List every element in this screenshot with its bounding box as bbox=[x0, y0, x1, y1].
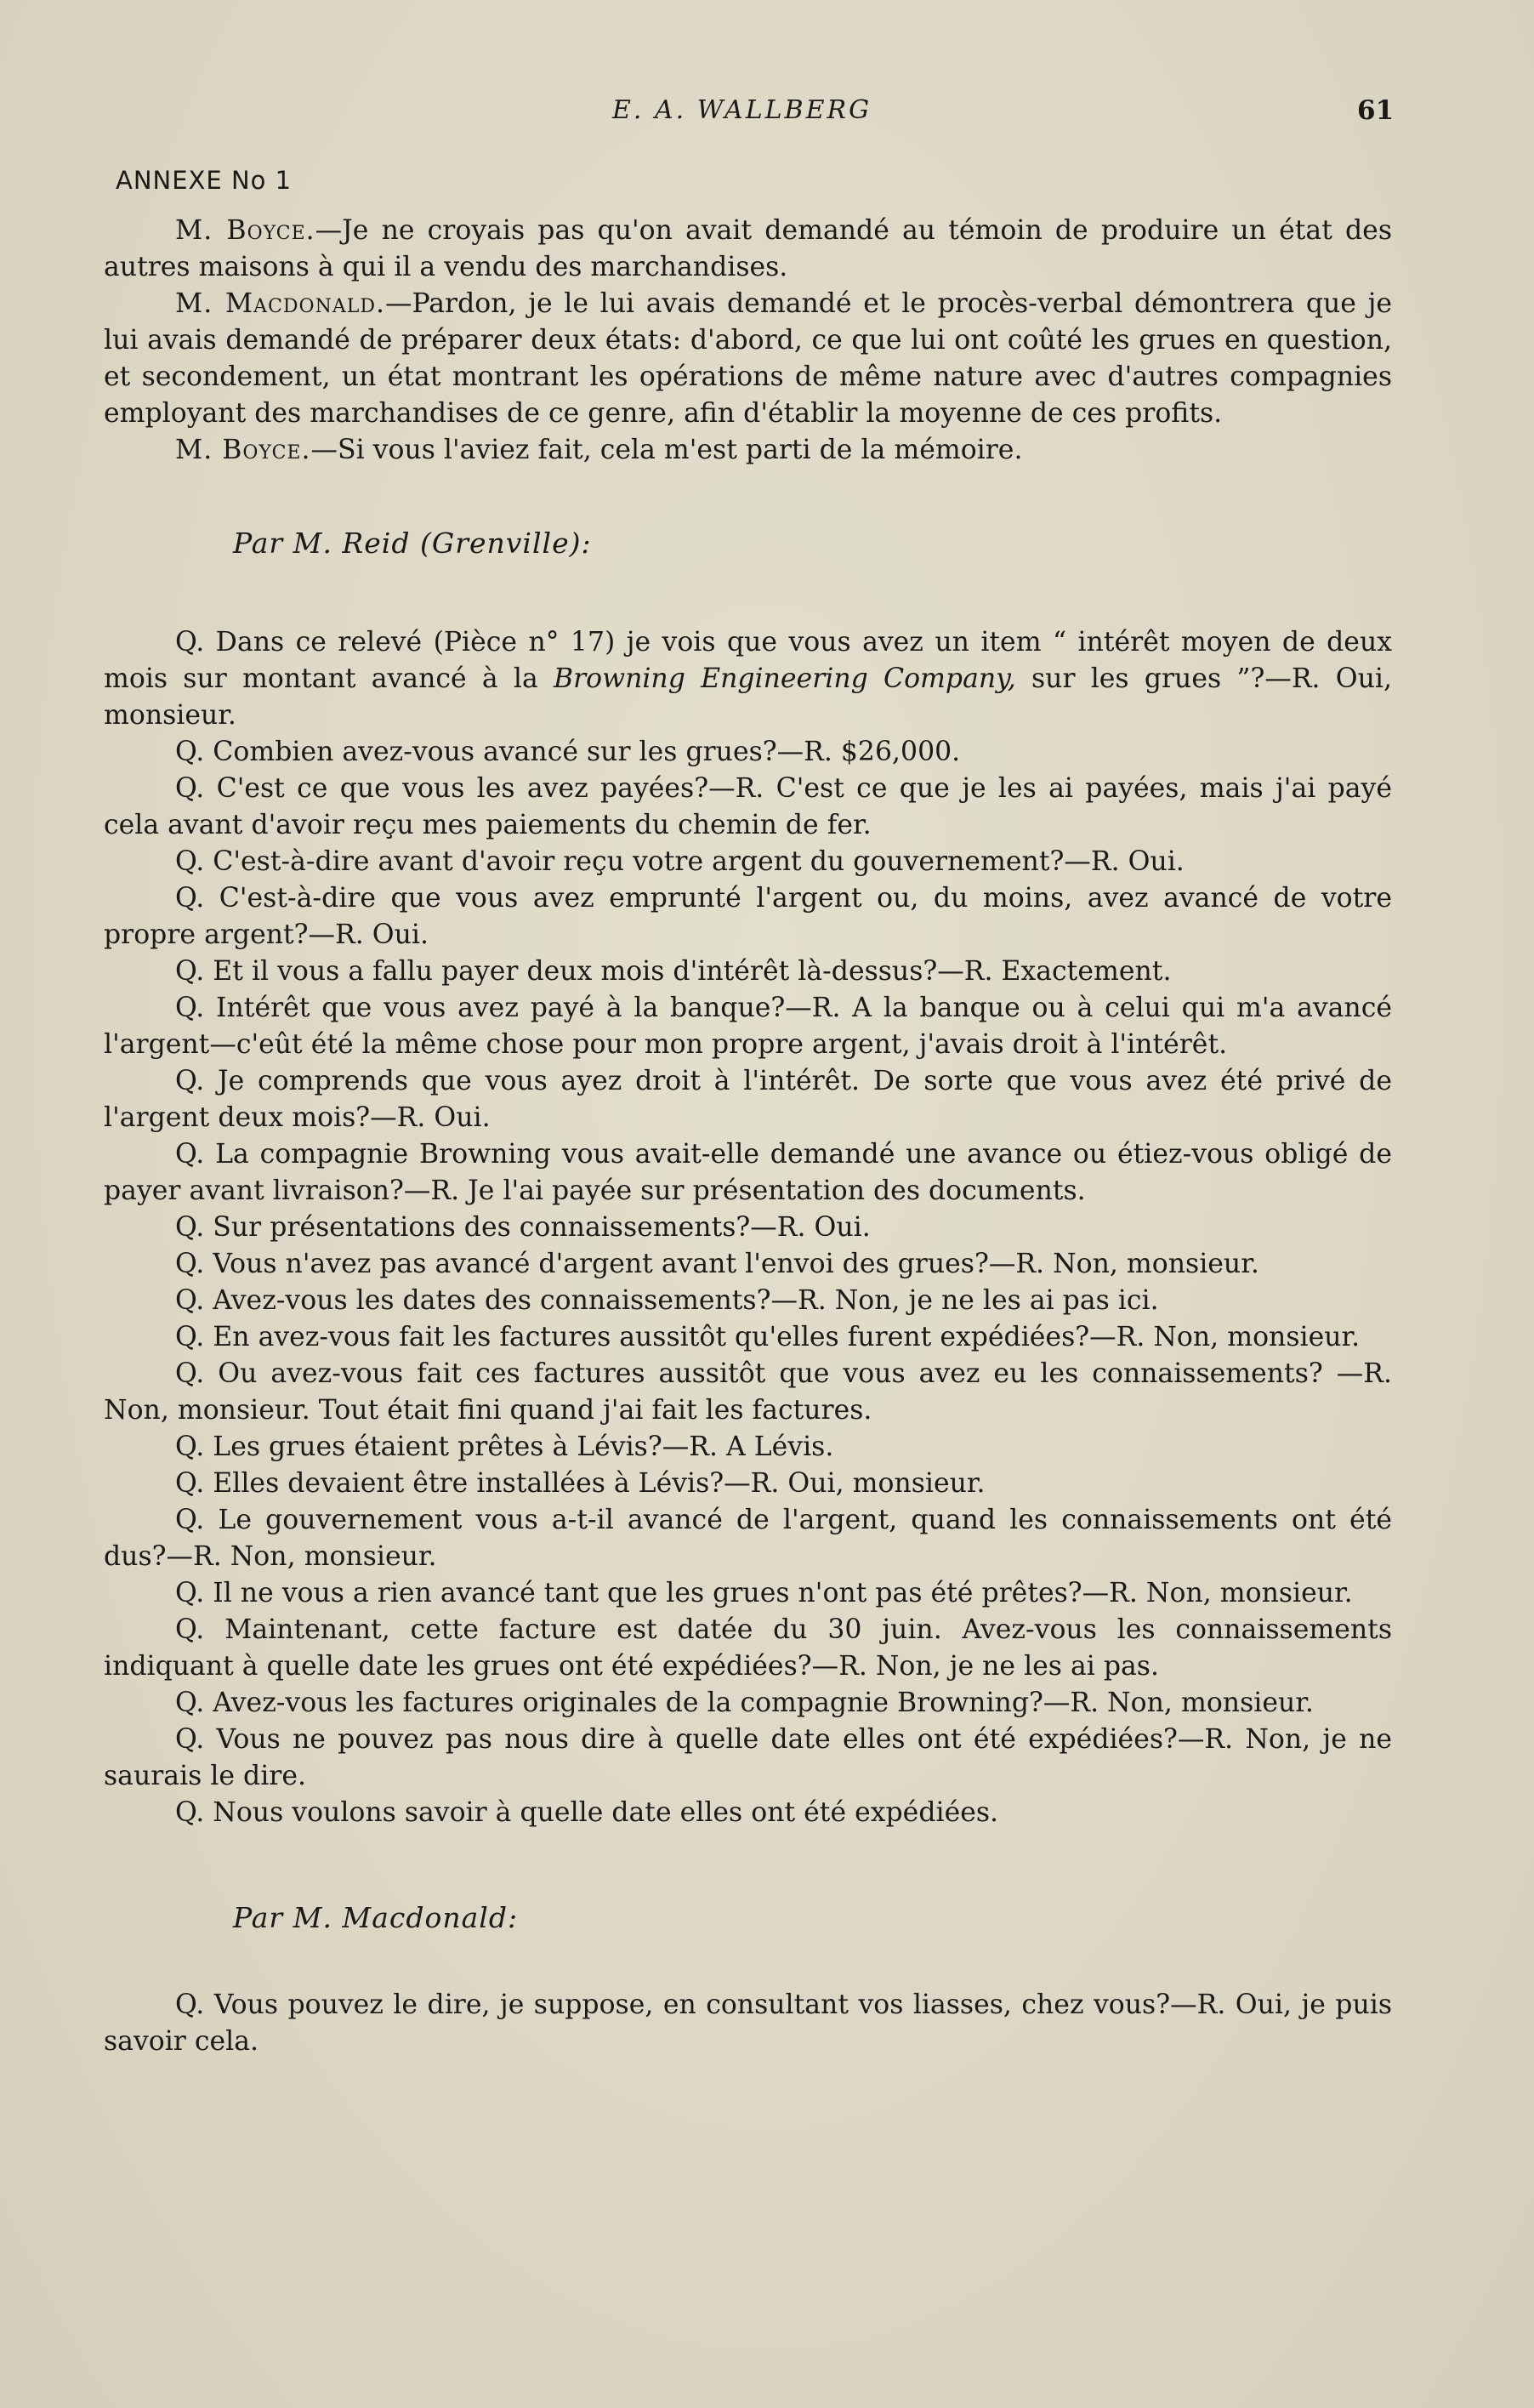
body-text bbox=[104, 213, 1392, 2060]
opening-paragraph bbox=[104, 286, 1392, 432]
qa-paragraph: Q. Ou avez-vous fait ces factures aussitôt que vous avez eu les connaissements? —R. Non, monsieur. Tout était fini quand j'ai fait les factures. bbox=[104, 1358, 1392, 1426]
qa-paragraph: Q. Je comprends que vous ayez droit à l'intérêt. De sorte que vous avez été privé de l'argent deux mois?—R. Oui. bbox=[104, 1066, 1392, 1133]
speech-text: —Si vous l'aviez fait, cela m'est parti de la mémoire. bbox=[310, 435, 1023, 465]
qa-paragraph: Q. C'est-à-dire avant d'avoir reçu votre argent du gouvernement?—R. Oui. bbox=[175, 846, 1185, 877]
qa-paragraph: Q. La compagnie Browning vous avait-elle demandé une avance ou étiez-vous obligé de payer avant livraison?—R. Je l'ai payée sur présentation des documents. bbox=[104, 1139, 1392, 1206]
qa-paragraph: Q. Elles devaient être installées à Lévis?—R. Oui, monsieur. bbox=[175, 1468, 986, 1499]
qa-paragraph: Q. Il ne vous a rien avancé tant que les grues n'ont pas été prêtes?—R. Non, monsieur. bbox=[175, 1578, 1353, 1608]
qa-paragraph: Q. Avez-vous les factures originales de la compagnie Browning?—R. Non, monsieur. bbox=[175, 1688, 1314, 1718]
speech-text: —Je ne croyais pas qu'on avait demandé au témoin de produire un état des autres maisons à qui il a vendu des marchandises. bbox=[104, 215, 1392, 282]
section-heading-reid: Par M. Reid (Grenville): bbox=[233, 527, 592, 560]
qa-paragraph: Q. En avez-vous fait les factures aussitôt qu'elles furent expédiées?—R. Non, monsieur. bbox=[175, 1322, 1361, 1352]
page-number: 61 bbox=[1357, 95, 1395, 126]
qa-paragraph: Q. Avez-vous les dates des connaissements?—R. Non, je ne les ai pas ici. bbox=[175, 1285, 1159, 1316]
qa-paragraph bbox=[104, 624, 1392, 734]
qa-paragraph: Q. Vous ne pouvez pas nous dire à quelle date elles ont été expédiées?—R. Non, je ne saurais le dire. bbox=[104, 1724, 1392, 1791]
qa-paragraph: Q. Et il vous a fallu payer deux mois d'intérêt là-dessus?—R. Exactement. bbox=[175, 956, 1172, 987]
qa-paragraph: Q. C'est-à-dire que vous avez emprunté l'argent ou, du moins, avez avancé de votre propre argent?—R. Oui. bbox=[104, 883, 1392, 950]
speech-text: —Pardon, je le lui avais demandé et le procès-verbal démontrera que je lui avais demandé de préparer deux états: d'abord, ce que lui ont coûté les grues en question, et secondement, un état montrant les opérations de même nature avec d'autres compagnies employant des marchandises de ce genre, afin d'établir la moyenne de ces profits. bbox=[104, 288, 1392, 429]
qa-paragraph: Q. Maintenant, cette facture est datée du 30 juin. Avez-vous les connaissements indiquant à quelle date les grues ont été expédiées?—R. Non, je ne les ai pas. bbox=[104, 1614, 1392, 1682]
speaker-name: M. Boyce. bbox=[175, 215, 315, 246]
qa-paragraph: Q. Sur présentations des connaissements?—R. Oui. bbox=[175, 1212, 871, 1243]
qa-paragraph: Q. Vous n'avez pas avancé d'argent avant l'envoi des grues?—R. Non, monsieur. bbox=[175, 1249, 1259, 1279]
speaker-name: M. Macdonald. bbox=[175, 288, 385, 319]
running-header bbox=[0, 95, 1534, 129]
opening-paragraph bbox=[104, 213, 1392, 286]
annexe-label: ANNEXE No 1 bbox=[116, 166, 293, 195]
speaker-name: M. Boyce. bbox=[175, 435, 311, 465]
opening-paragraph bbox=[104, 432, 1392, 469]
qa-text: Q. Dans ce relevé (Pièce n° 17) je vois que vous avez un item “ intérêt moyen de deux mois sur montant avancé à la bbox=[104, 627, 1392, 694]
company-name: Browning Engineering Company, bbox=[553, 663, 1016, 694]
qa-paragraph: Q. Vous pouvez le dire, je suppose, en consultant vos liasses, chez vous?—R. Oui, je puis savoir cela. bbox=[104, 1990, 1392, 2057]
qa-paragraph: Q. Le gouvernement vous a-t-il avancé de l'argent, quand les connaissements ont été dus?—R. Non, monsieur. bbox=[104, 1505, 1392, 1572]
qa-paragraph: Q. Nous voulons savoir à quelle date elles ont été expédiées. bbox=[175, 1797, 999, 1828]
qa-paragraph: Q. C'est ce que vous les avez payées?—R. C'est ce que je les ai payées, mais j'ai payé cela avant d'avoir reçu mes paiements du chemin de fer. bbox=[104, 773, 1392, 840]
qa-paragraph: Q. Intérêt que vous avez payé à la banque?—R. A la banque ou à celui qui m'a avancé l'argent—c'eût été la même chose pour mon propre argent, j'avais droit à l'intérêt. bbox=[104, 993, 1392, 1060]
qa-text: sur les grues ”?—R. Oui, monsieur. bbox=[104, 663, 1392, 731]
running-title: E. A. WALLBERG bbox=[612, 95, 872, 125]
section-heading-macdonald: Par M. Macdonald: bbox=[233, 1901, 519, 1934]
qa-paragraph: Q. Combien avez-vous avancé sur les grues?—R. $26,000. bbox=[175, 737, 961, 767]
qa-paragraph: Q. Les grues étaient prêtes à Lévis?—R. A Lévis. bbox=[175, 1432, 834, 1462]
